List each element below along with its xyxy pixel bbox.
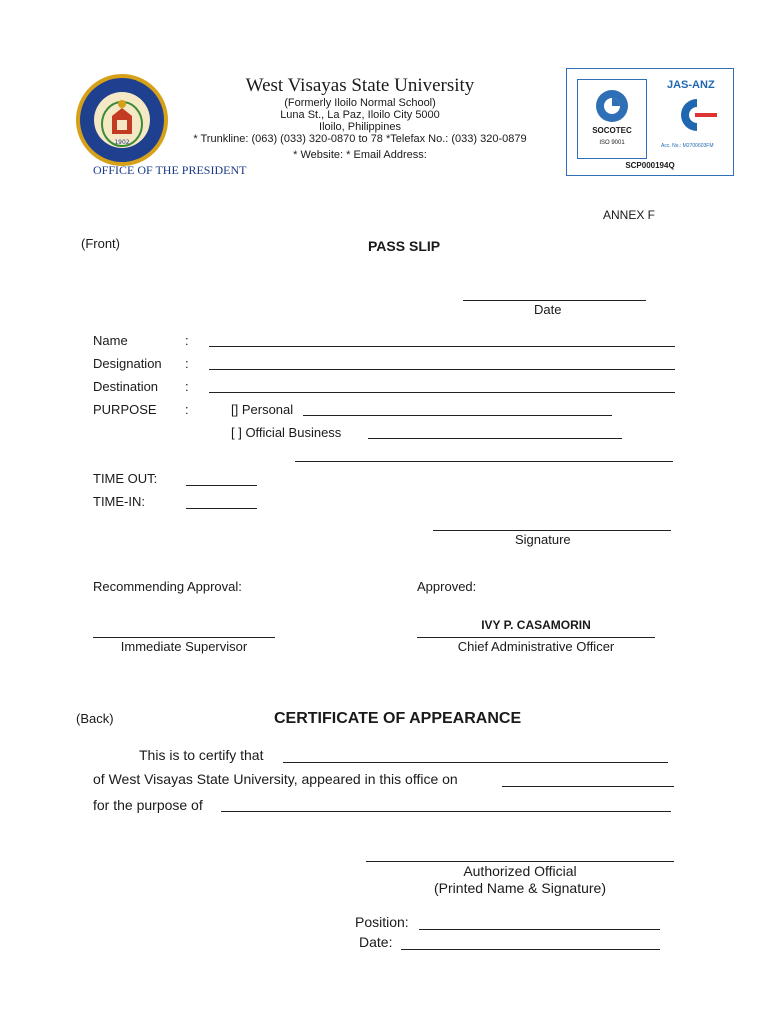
certificate-title: CERTIFICATE OF APPEARANCE (274, 710, 522, 727)
back-label: (Back) (76, 711, 114, 726)
date-line[interactable] (463, 300, 646, 301)
official-business-field[interactable] (368, 438, 622, 439)
signature-line[interactable] (433, 530, 671, 531)
designation-field[interactable] (209, 369, 675, 370)
time-in-label: TIME-IN: (93, 494, 145, 509)
jas-anz-label: JAS-ANZ (667, 79, 715, 91)
destination-colon: : (185, 379, 189, 394)
address-line-1: Luna St., La Paz, Iloilo City 5000 (280, 109, 440, 121)
official-business-option[interactable]: [ ] Official Business (231, 425, 342, 440)
approved-label: Approved: (417, 579, 477, 594)
back-date-label: Date: (359, 934, 393, 950)
university-seal (74, 72, 170, 168)
purpose-of-field[interactable] (221, 811, 671, 812)
iso-label: ISO 9001 (599, 140, 625, 146)
signature-label: Signature (515, 532, 571, 547)
socotec-logo-icon (578, 80, 646, 158)
socotec-label: SOCOTEC (592, 126, 632, 135)
recommending-approval-label: Recommending Approval: (93, 579, 242, 594)
designation-label: Designation (93, 356, 162, 371)
formerly-text: (Formerly Iloilo Normal School) (284, 97, 436, 109)
name-colon: : (185, 333, 189, 348)
certify-text: This is to certify that (139, 747, 264, 763)
approver-name: IVY P. CASAMORIN (481, 618, 591, 632)
back-date-field[interactable] (401, 949, 660, 950)
date-label: Date (534, 302, 562, 317)
appeared-date-field[interactable] (502, 786, 674, 787)
certification-box (566, 68, 734, 176)
supervisor-signature-line[interactable] (93, 637, 275, 638)
position-field[interactable] (419, 929, 660, 930)
purpose-extra-line[interactable] (295, 461, 673, 462)
time-in-field[interactable] (186, 508, 257, 509)
purpose-text: for the purpose of (93, 797, 203, 813)
cert-code: SCP000194Q (625, 161, 675, 170)
pass-slip-title: PASS SLIP (368, 238, 441, 254)
cao-label: Chief Administrative Officer (457, 639, 615, 654)
annex-label: ANNEX F (603, 208, 656, 222)
accreditation-number: Acc. No.: M2700603FM (661, 143, 714, 149)
socotec-badge (577, 79, 647, 159)
time-out-field[interactable] (186, 485, 257, 486)
address-line-2: Iloilo, Philippines (319, 121, 401, 133)
personal-field[interactable] (303, 415, 612, 416)
front-label: (Front) (81, 236, 120, 251)
university-name: West Visayas State University (245, 75, 475, 96)
destination-label: Destination (93, 379, 159, 394)
personal-option[interactable]: [] Personal (231, 402, 294, 417)
purpose-colon: : (185, 402, 189, 417)
supervisor-label: Immediate Supervisor (120, 639, 248, 654)
jas-anz-logo-icon (671, 95, 719, 135)
phone-line: * Trunkline: (063) (033) 320-0870 to 78 *Telefax No.: (033) 320-0879 (193, 133, 527, 145)
authorized-official-label: Authorized Official (463, 863, 577, 879)
certify-name-field[interactable] (283, 762, 668, 763)
position-label: Position: (355, 914, 409, 930)
name-field[interactable] (209, 346, 675, 347)
web-email-line: * Website: * Email Address: (293, 149, 427, 161)
printed-name-label: (Printed Name & Signature) (434, 880, 606, 896)
name-label: Name (93, 333, 128, 348)
designation-colon: : (185, 356, 189, 371)
office-of-president: OFFICE OF THE PRESIDENT (93, 163, 247, 177)
time-out-label: TIME OUT: (93, 471, 158, 486)
authorized-signature-line[interactable] (366, 861, 674, 862)
approver-signature-line[interactable] (417, 637, 655, 638)
destination-field[interactable] (209, 392, 675, 393)
purpose-label: PURPOSE (93, 402, 157, 417)
appeared-text: of West Visayas State University, appeared in this office on (93, 771, 458, 787)
svg-text:1902: 1902 (114, 139, 130, 146)
